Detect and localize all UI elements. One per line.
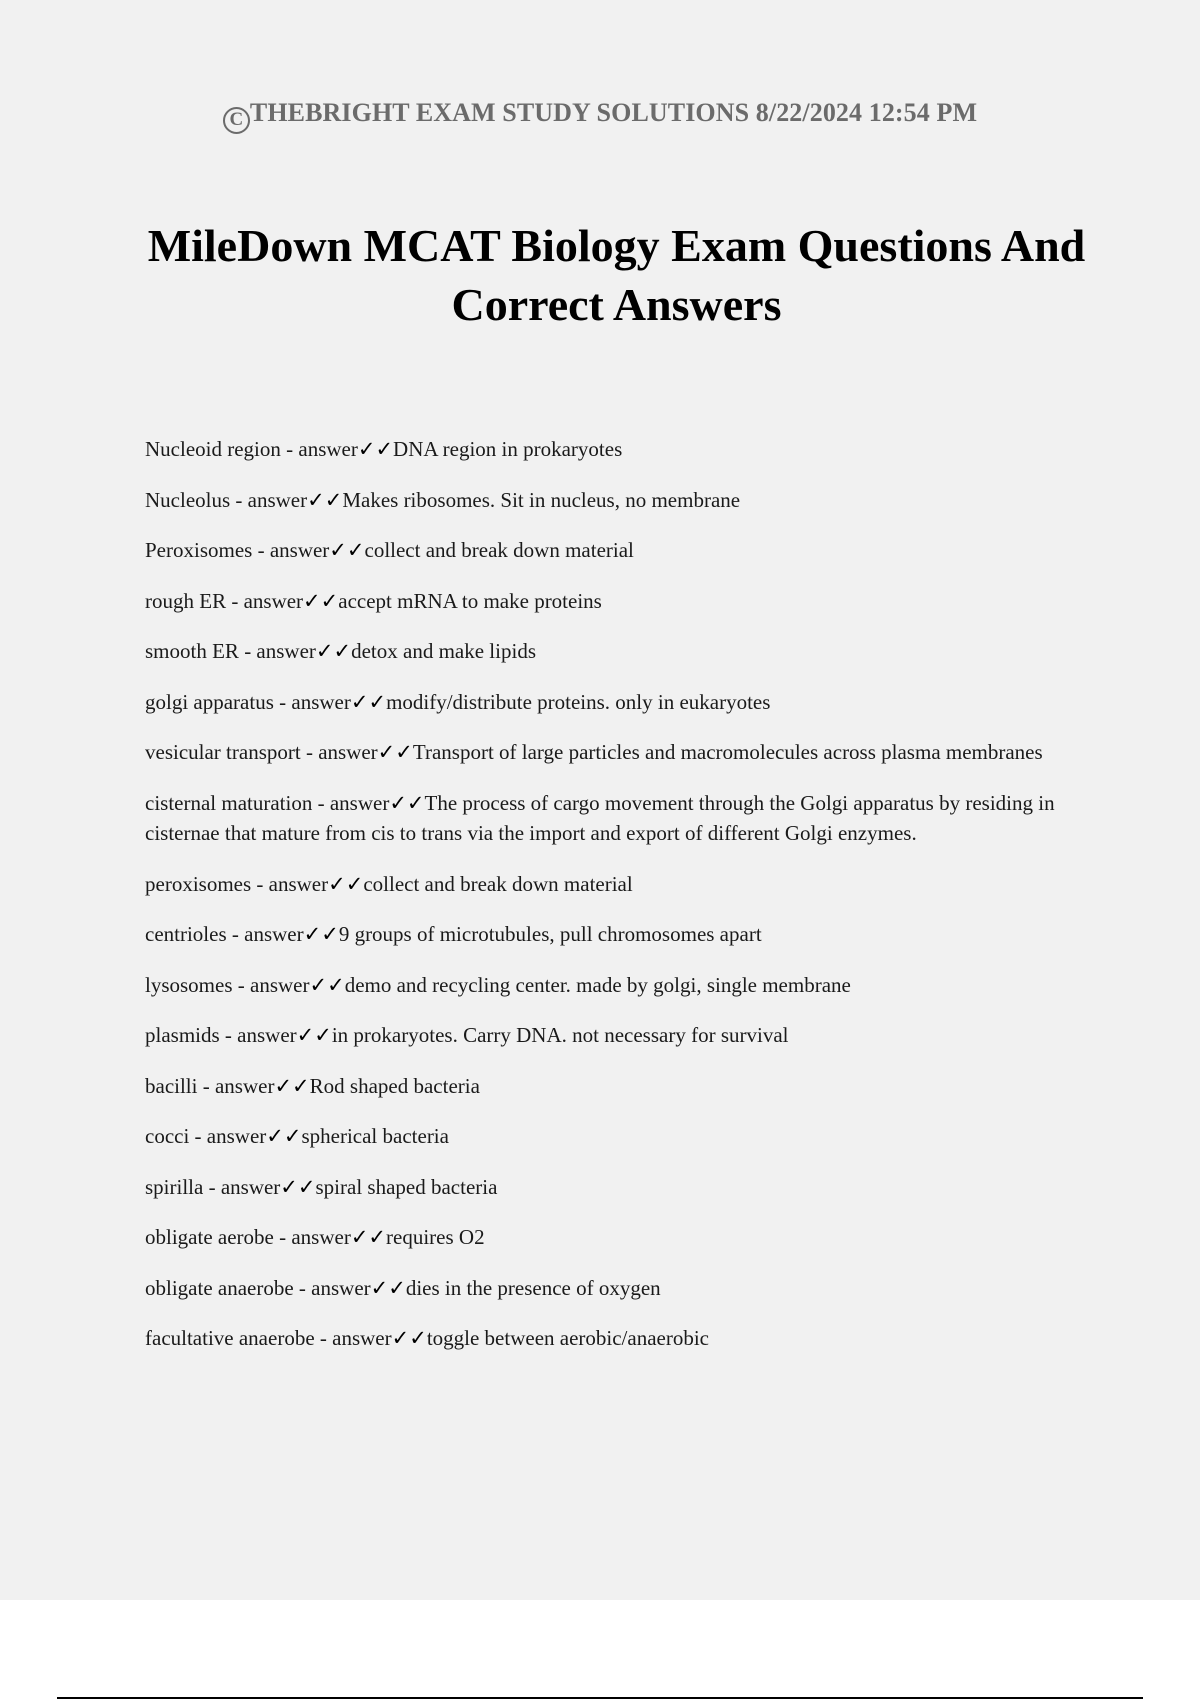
double-check-icon: ✓✓	[370, 1275, 406, 1300]
qa-answer: DNA region in prokaryotes	[393, 437, 623, 461]
qa-answer: Rod shaped bacteria	[309, 1073, 480, 1098]
qa-item	[145, 788, 1095, 849]
qa-answer: in prokaryotes. Carry DNA. not necessary for survival	[331, 1023, 789, 1047]
qa-answer: 9 groups of microtubules, pull chromosomes apart	[338, 922, 762, 946]
qa-item	[145, 485, 1095, 516]
double-check-icon: ✓✓	[357, 437, 394, 461]
page-divider	[57, 1697, 1143, 1699]
qa-term: lysosomes	[145, 972, 233, 997]
double-check-icon: ✓✓	[280, 1174, 316, 1199]
double-check-icon: ✓✓	[377, 740, 413, 764]
double-check-icon: ✓✓	[350, 689, 387, 714]
qa-answer: modify/distribute proteins. only in eukaryotes	[386, 689, 771, 714]
qa-item	[145, 1071, 1095, 1102]
qa-item	[145, 1121, 1095, 1152]
qa-list	[145, 434, 1095, 1374]
qa-term: Peroxisomes	[145, 538, 253, 562]
double-check-icon: ✓✓	[296, 1023, 332, 1047]
qa-answer: The process of cargo movement through the Golgi apparatus by residing in cisternae that mature from cis to trans via the import and export of different Golgi enzymes.	[145, 790, 1055, 845]
qa-answer: dies in the presence of oxygen	[405, 1275, 661, 1300]
double-check-icon: ✓✓	[389, 790, 425, 815]
qa-item	[145, 869, 1095, 900]
document-title: MileDown MCAT Biology Exam Questions And Correct Answers	[147, 220, 1086, 330]
qa-answer: requires O2	[386, 1225, 485, 1249]
double-check-icon: ✓✓	[274, 1073, 310, 1098]
qa-term: spirilla	[145, 1174, 204, 1199]
qa-separator: - answer	[203, 1174, 281, 1199]
qa-separator: - answer	[312, 790, 390, 815]
qa-answer: spiral shaped bacteria	[315, 1174, 498, 1199]
qa-term: peroxisomes	[145, 871, 252, 896]
qa-answer: accept mRNA to make proteins	[338, 588, 602, 613]
double-check-icon: ✓✓	[303, 922, 339, 946]
qa-item	[145, 1273, 1095, 1304]
qa-separator: - answer	[226, 922, 304, 946]
qa-term: obligate aerobe	[145, 1225, 274, 1249]
qa-item	[145, 434, 1095, 465]
qa-answer: collect and break down material	[364, 538, 634, 562]
qa-separator: - answer	[273, 689, 351, 714]
qa-answer: Makes ribosomes. Sit in nucleus, no membrane	[342, 487, 741, 512]
double-check-icon: ✓✓	[303, 588, 339, 613]
qa-separator: - answer	[232, 972, 310, 997]
qa-item	[145, 535, 1095, 566]
qa-item	[145, 586, 1095, 617]
qa-item	[145, 919, 1095, 950]
qa-answer: detox and make lipids	[351, 639, 536, 663]
qa-separator: - answer	[314, 1326, 392, 1350]
qa-separator: - answer	[219, 1023, 297, 1047]
qa-term: cocci	[145, 1124, 190, 1148]
qa-item	[145, 1222, 1095, 1253]
qa-term: cisternal maturation	[145, 790, 313, 815]
qa-item	[145, 1020, 1095, 1051]
double-check-icon: ✓✓	[266, 1124, 302, 1148]
qa-term: plasmids	[145, 1023, 220, 1047]
double-check-icon: ✓✓	[315, 639, 352, 663]
qa-item	[145, 636, 1095, 667]
qa-item	[145, 1323, 1095, 1354]
qa-answer: Transport of large particles and macromolecules across plasma membranes	[412, 740, 1043, 764]
double-check-icon: ✓✓	[391, 1326, 427, 1350]
double-check-icon: ✓✓	[309, 972, 345, 997]
qa-term: rough ER	[145, 588, 227, 613]
page-header	[0, 98, 1200, 133]
qa-item	[145, 737, 1095, 768]
qa-term: smooth ER	[145, 639, 239, 663]
qa-term: bacilli	[145, 1073, 198, 1098]
qa-answer: collect and break down material	[363, 871, 633, 896]
qa-separator: - answer	[300, 740, 378, 764]
qa-separator: - answer	[230, 487, 308, 512]
qa-term: Nucleoid region	[145, 437, 281, 461]
qa-item	[145, 970, 1095, 1001]
double-check-icon: ✓✓	[350, 1225, 387, 1249]
qa-separator: - answer	[189, 1124, 267, 1148]
double-check-icon: ✓✓	[329, 538, 365, 562]
qa-separator: - answer	[273, 1225, 351, 1249]
qa-answer: spherical bacteria	[301, 1124, 449, 1148]
qa-separator: - answer	[226, 588, 304, 613]
qa-item	[145, 1172, 1095, 1203]
qa-separator: - answer	[280, 437, 358, 461]
qa-separator: - answer	[238, 639, 316, 663]
qa-term: centrioles	[145, 922, 227, 946]
qa-separator: - answer	[293, 1275, 371, 1300]
qa-term: vesicular transport	[145, 740, 301, 764]
qa-term: golgi apparatus	[145, 689, 274, 714]
header-text: THEBRIGHT EXAM STUDY SOLUTIONS 8/22/2024 12:54 PM	[249, 98, 978, 127]
double-check-icon: ✓✓	[307, 487, 343, 512]
double-check-icon: ✓✓	[328, 871, 364, 896]
qa-item	[145, 687, 1095, 718]
qa-separator: - answer	[197, 1073, 275, 1098]
qa-separator: - answer	[252, 538, 330, 562]
copyright-icon: C	[223, 107, 250, 134]
qa-answer: demo and recycling center. made by golgi, single membrane	[344, 972, 851, 997]
qa-separator: - answer	[251, 871, 329, 896]
qa-term: facultative anaerobe	[145, 1326, 315, 1350]
qa-term: obligate anaerobe	[145, 1275, 294, 1300]
qa-answer: toggle between aerobic/anaerobic	[426, 1326, 709, 1350]
qa-term: Nucleolus	[145, 487, 231, 512]
